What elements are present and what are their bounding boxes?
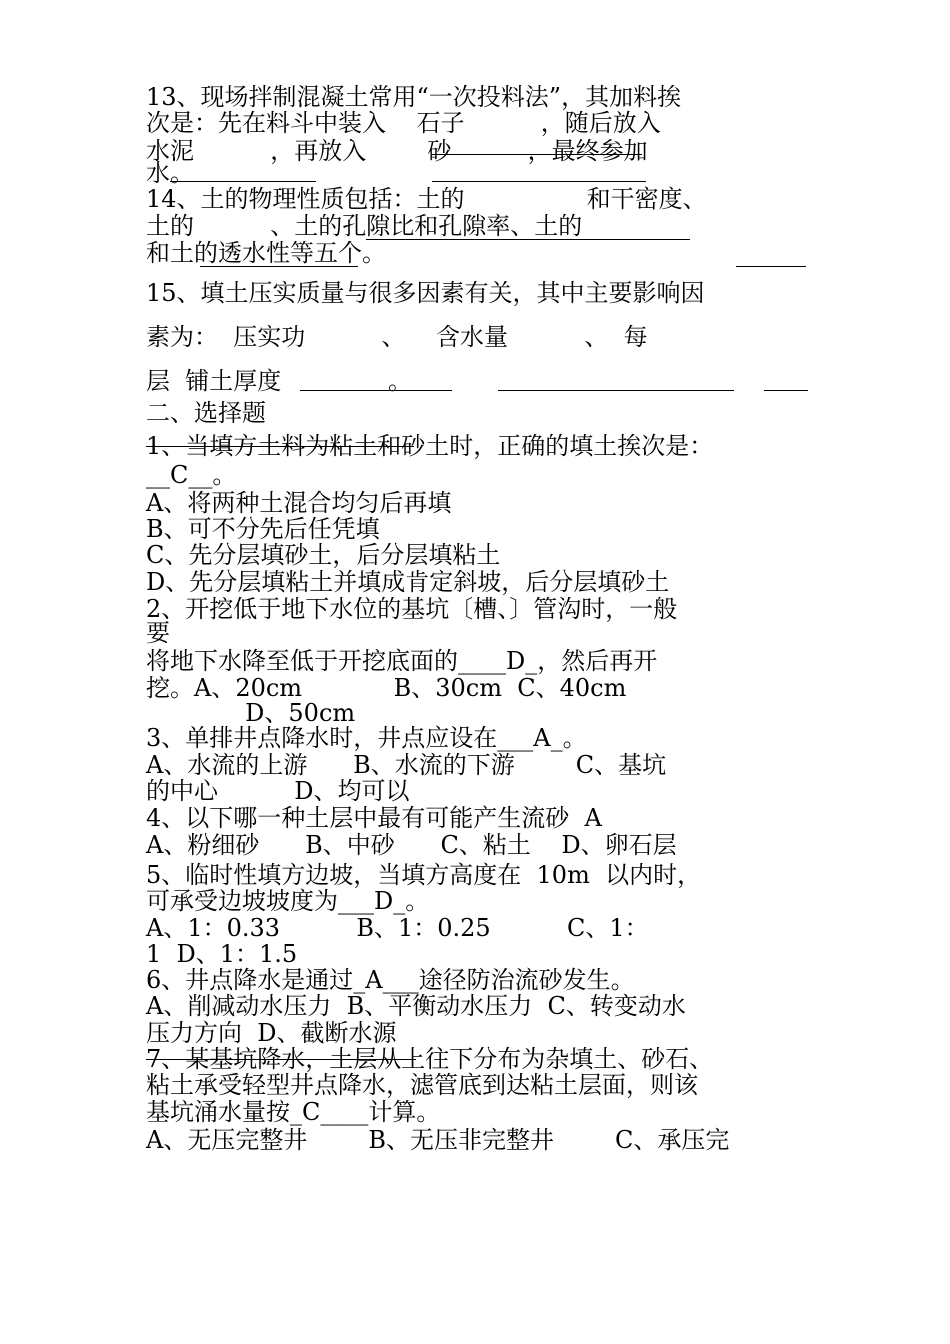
option-text: D、50cm bbox=[146, 699, 356, 727]
strike-line bbox=[146, 446, 414, 447]
option-text: B、可不分先后任凭填 bbox=[146, 515, 380, 543]
option-text: A、将两种土混合均匀后再填 bbox=[146, 489, 452, 517]
text-line: 素为： 压实功 、 含水量 、 每 bbox=[146, 323, 648, 351]
option-text: 的中心 D、均可以 bbox=[146, 777, 410, 805]
answer-blank-line bbox=[366, 239, 690, 240]
option-text: A、粉细砂 B、中砂 C、粘土 D、卵石层 bbox=[146, 831, 677, 859]
question-text: 可承受边坡坡度为___D_。 bbox=[146, 887, 430, 915]
question-text: 7、某基坑降水，土层从上往下分布为杂填土、砂石、 bbox=[146, 1045, 714, 1073]
question-text: 将地下水降至低于开挖底面的____D_，然后再开 bbox=[146, 647, 658, 675]
option-text: D、先分层填粘土并填成肯定斜坡，后分层填砂土 bbox=[146, 568, 670, 596]
option-text: A、1：0.33 B、1：0.25 C、1： bbox=[146, 914, 649, 942]
option-text: 挖。A、20cm B、30cm C、40cm bbox=[146, 674, 627, 702]
option-text: 压力方向 D、截断水源 bbox=[146, 1019, 397, 1047]
text-line: 15、填土压实质量与很多因素有关，其中主要影响因 bbox=[146, 279, 705, 307]
strike-line bbox=[146, 1059, 416, 1060]
answer-blank-line bbox=[764, 390, 808, 391]
section-heading: 二、选择题 bbox=[146, 399, 266, 427]
answer-blank-line bbox=[432, 154, 642, 155]
option-text: C、先分层填砂土，后分层填粘土 bbox=[146, 541, 501, 569]
text-line: 水泥 ，再放入 砂 ，最终参加 bbox=[146, 137, 648, 165]
option-text: A、削减动水压力 B、平衡动水压力 C、转变动水 bbox=[146, 992, 686, 1020]
question-text: 要 bbox=[146, 619, 170, 647]
answer-blank-line bbox=[170, 181, 316, 182]
text-line: 次是：先在料斗中装入 石子 ，随后放入 bbox=[146, 109, 661, 137]
question-text: 基坑涌水量按_C____计算。 bbox=[146, 1098, 441, 1126]
answer-blank-line bbox=[432, 181, 646, 182]
text-line: 13、现场拌制混凝土常用“一次投料法”，其加料挨 bbox=[146, 83, 682, 111]
text-line: 土的 、土的孔隙比和孔隙率、土的 bbox=[146, 212, 583, 240]
answer-blank-line bbox=[200, 266, 358, 267]
answer-blank-line bbox=[736, 266, 806, 267]
question-text: 粘土承受轻型井点降水，滤管底到达粘土层面，则该 bbox=[146, 1071, 698, 1099]
question-text: 2、开挖低于地下水位的基坑〔槽、〕管沟时，一般 bbox=[146, 595, 678, 623]
option-text: 1 D、1：1.5 bbox=[146, 940, 298, 968]
answer-blank-line bbox=[498, 390, 734, 391]
question-text: 1、当填方土料为粘土和砂土时，正确的填土挨次是： bbox=[146, 432, 714, 460]
text-line: 14、土的物理性质包括：土的 和干密度、 bbox=[146, 185, 707, 213]
question-text: 3、单排井点降水时，井点应设在___A_。 bbox=[146, 724, 587, 752]
question-text: 6、井点降水是通过_A___途径防治流砂发生。 bbox=[146, 966, 635, 994]
option-text: A、水流的上游 B、水流的下游 C、基坑 bbox=[146, 751, 667, 779]
option-text: A、无压完整井 B、无压非完整井 C、承压完 bbox=[146, 1126, 730, 1154]
text-line: 水。 bbox=[146, 159, 194, 187]
answer-text: __C__。 bbox=[146, 461, 237, 489]
text-line: 和土的透水性等五个。 bbox=[146, 239, 386, 267]
question-text: 5、临时性填方边坡，当填方高度在 10m 以内时， bbox=[146, 861, 702, 889]
answer-blank-line bbox=[300, 390, 452, 391]
text-line: 层 铺土厚度 。 bbox=[146, 367, 413, 395]
question-text: 4、以下哪一种土层中最有可能产生流砂 A bbox=[146, 804, 602, 832]
